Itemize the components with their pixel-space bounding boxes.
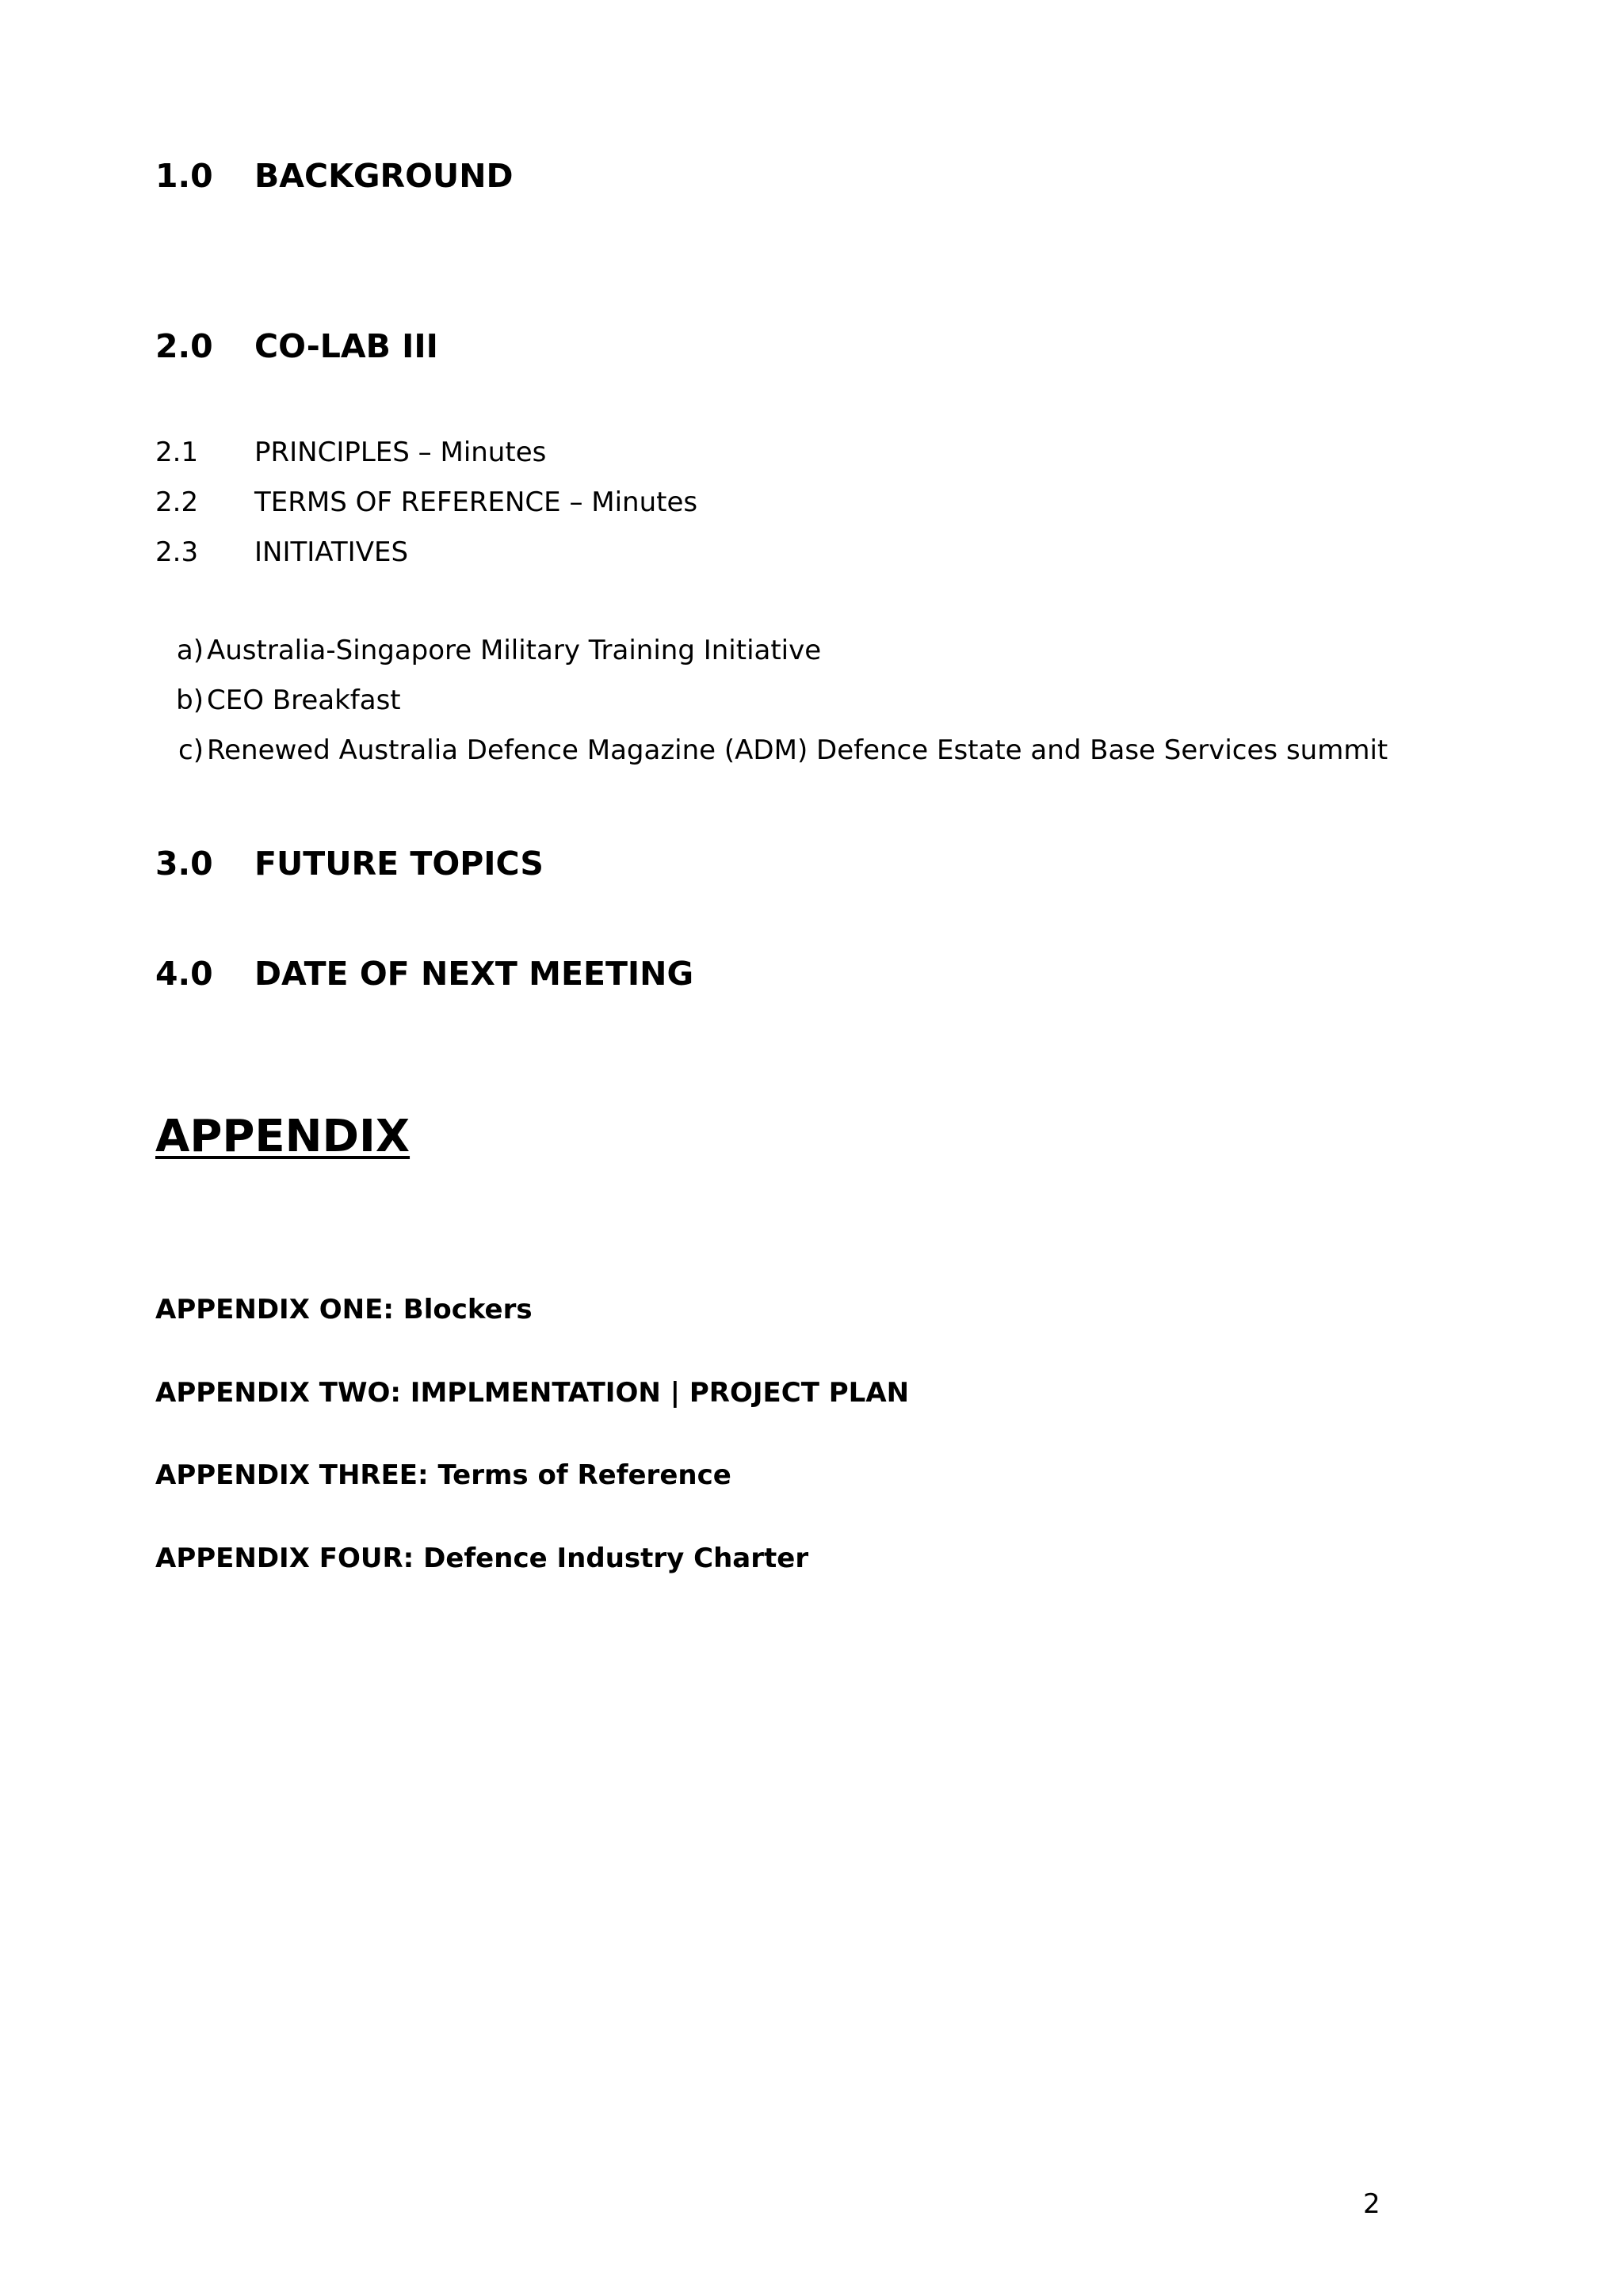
subsection-title: INITIATIVES (254, 536, 409, 568)
initiative-text: CEO Breakfast (207, 685, 401, 716)
section-title: DATE OF NEXT MEETING (254, 955, 694, 993)
subsection-title: PRINCIPLES – Minutes (254, 437, 547, 468)
section-number: 4.0 (155, 955, 213, 993)
appendix-item: APPENDIX FOUR: Defence Industry Charter (155, 1543, 809, 1574)
section-number: 3.0 (155, 845, 213, 883)
section-number: 2.0 (155, 327, 213, 365)
section-title: FUTURE TOPICS (254, 845, 544, 883)
appendix-item: APPENDIX THREE: Terms of Reference (155, 1459, 731, 1491)
section-title: CO-LAB III (254, 327, 438, 365)
list-marker: a) (176, 635, 204, 666)
initiative-text: Australia-Singapore Military Training Initiative (207, 635, 822, 666)
subsection-number: 2.1 (155, 437, 199, 468)
appendix-item: APPENDIX TWO: IMPLMENTATION | PROJECT PLAN (155, 1377, 910, 1409)
appendix-title: APPENDIX (155, 1111, 411, 1162)
section-title: BACKGROUND (254, 157, 514, 195)
page-number: 2 (1363, 2188, 1381, 2220)
list-marker: b) (176, 685, 204, 716)
subsection-title: TERMS OF REFERENCE – Minutes (254, 486, 698, 518)
initiative-text: Renewed Australia Defence Magazine (ADM) Defence Estate and Base Services summit (207, 734, 1388, 766)
subsection-number: 2.2 (155, 486, 199, 518)
section-number: 1.0 (155, 157, 213, 195)
subsection-number: 2.3 (155, 536, 199, 568)
list-marker: c) (178, 734, 204, 766)
appendix-item: APPENDIX ONE: Blockers (155, 1294, 533, 1325)
